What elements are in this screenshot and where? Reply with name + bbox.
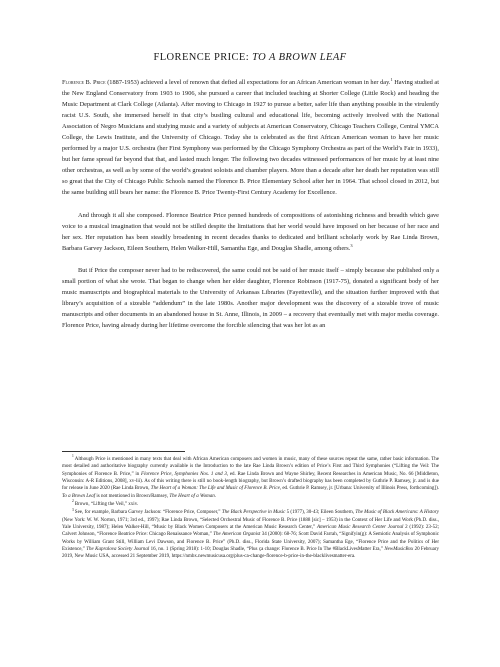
footnote-3-text-g: 20 February 2019, New Music USA, accessed 21 September 2019, bbox=[62, 547, 439, 560]
footnote-1-italic-c: To a Brown Leaf bbox=[62, 493, 96, 499]
footnote-3-text-f: 16, no. 1 (Spring 2018): 1-10; Douglas Shadle, “Plus ça change: Florence B. Price In The #BlackLivesMatter Era,” bbox=[149, 547, 385, 553]
footnote-3-number: 3 bbox=[72, 507, 74, 512]
footnote-3-text-b: 5 (1977), 30-43; Eileen Southern, bbox=[285, 510, 356, 516]
title-author: FLORENCE PRICE: bbox=[153, 52, 250, 63]
footnote-1-number: 1 bbox=[72, 454, 74, 459]
paragraph-3 bbox=[62, 265, 439, 331]
footnote-1-text-a: Although Price is mentioned in many texts that deal with African American composers and women in music, many of these sources repeat the same, rather basic information. The most detailed and authoritative biography currently available is the Introduction to the late Rae Linda Brown’s edition of Price’s First and Third Symphonies (“Lifting the Veil: The Symphonies of Florence B. Price,” in bbox=[62, 457, 439, 477]
footnote-3-italic-d: The American Organist bbox=[213, 532, 261, 538]
paragraph-1-lead: Florence B. Price bbox=[62, 79, 106, 86]
footnote-divider bbox=[62, 451, 185, 452]
paragraph-3-text: But if Price the composer never had to be rediscovered, the same could not be said of her music itself – simply because she published only a small portion of what she wrote. That began to change when her elder daughter, Florence Robinson (1917-75), donated a significant body of her music manuscripts and biographical materials to the University of Arkansas Libraries (Fayetteville), and the situation further improved with that library’s acquisition of a sizeable “addendum” in the late 1980s. Another major development was the discovery of a sizeable trove of music manuscripts and other documents in an abandoned house in St. Anne, Illinois, in 2009 – a recovery that eventually met with major media coverage. Florence Price, having already during her lifetime overcome the forcible silencing that was her lot as an bbox=[62, 266, 439, 329]
footnote-3-text-d: 2 (1992): 23-52; Calvert Johnson, “Florence Beatrice Price: Chicago Renaissance Woman,” bbox=[62, 525, 439, 538]
footnote-3-italic-e: The Kapralova Society Journal bbox=[86, 547, 150, 553]
footnote-3-text-a: See, for example, Barbara Garvey Jackson: “Florence Price, Composer,” bbox=[74, 510, 222, 516]
footnote-3-text-e: 34 (2000): 68-76; Scott David Farrah, “Signifyin(g): A Semiotic Analysis of Symphonic Works by William Grant Still, William Levi Dawson, and Florence B. Price” (Ph.D. diss., Florida State University, 2007); Samantha Ege, “Florence Price and the Politics of Her Existence,” bbox=[62, 532, 440, 553]
footnote-3-italic-f: NewMusicBox bbox=[384, 547, 414, 553]
footnote-ref-3: 3 bbox=[350, 242, 353, 248]
footnote-1-text-b: , ed. Rae Linda Brown and Wayne Shirley, Recent Researches in American Music, No. 66 [Middleton, Wisconsin: A-R Editions, 2008], xv-lii). As of this writing there is still no book-length biography, but Brown’s drafted biography has been completed by Guthrie P. Ramsey, jr. and is due for release in June 2020 (Rae Linda Brown, bbox=[62, 471, 440, 492]
paragraph-1-text-a: (1887-1953) achieved a level of renown that defied all expectations for an African American woman in her day. bbox=[105, 79, 391, 86]
paragraph-1-text-b: Having studied at the New England Conservatory from 1903 to 1906, she pursued a career that included teaching at Shorter College (Little Rock) and heading the Music Department at Clark College (Atlanta). After moving to Chicago in 1927 to pursue a better, safer life than anything possible in the virulently racist U.S. South, she immersed herself in that city’s bustling cultural and educational life, becoming actively involved with the National Association of Negro Musicians and studying music and a variety of subjects at American Conservatory, Chicago Teachers College, Central YMCA College, the Lewis Institute, and the University of Chicago. Today she is celebrated as the first African American woman to have her music performed by a major U.S. orchestra (her First Symphony was performed by the Chicago Symphony Orchestra as part of the World’s Fair in 1933), but her fame spread far beyond that that, and lasted much longer. The following two decades witnessed performances of her music by at least nine other orchestras, as well as by some of the world’s greatest soloists and chamber players. More than a decade after her death her reputation was still so great that the City of Chicago Public Schools named the Florence B. Price Elementary School after her in 1964. That school closed in 2012, but the same building still bears her name: the Florence B. Price Twenty-First Century Academy for Excellence. bbox=[62, 79, 439, 197]
footnote-3-italic-c: American Music Research Center Journal bbox=[317, 525, 404, 531]
footnote-1-text-c: , ed. Guthrie P. Ramsey, jr. [Urbana: University of Illinois Press, forthcoming]). bbox=[279, 486, 439, 492]
footnote-1-text-e: . bbox=[214, 493, 217, 499]
footnote-3-text-c: (New York: W. W. Norton, 1971; 3rd ed., 1997); Rae Linda Brown, “Selected Orchestral Music of Florence B. Price (1888 [sic] – 1953) in the Context of Her Life and Work (Ph.D. diss., Yale University, 1987); Helen Walker-Hill, “Music by Black Women Composers at the American Music Research Center,” bbox=[62, 517, 439, 531]
title-work: TO A BROWN LEAF bbox=[252, 52, 347, 63]
footnote-1-italic-a: Florence Price, Symphonies Nos. 1 and 3 bbox=[141, 471, 227, 477]
footnote-1-italic-d: The Heart of a Woman bbox=[169, 493, 215, 499]
footnote-3 bbox=[62, 509, 439, 560]
paragraph-1 bbox=[62, 77, 439, 199]
footnote-3-italic-a: The Black Perspective in Music bbox=[221, 510, 286, 516]
footnote-2 bbox=[62, 501, 439, 508]
body-text bbox=[62, 77, 439, 331]
footnote-1-italic-b: The Heart of a Woman: The Life and Music of Florence B. Price bbox=[150, 486, 280, 492]
footnote-ref-1: 1 bbox=[390, 76, 393, 82]
footnote-1-text-d: is not mentioned in Brown/Ramsey, bbox=[95, 493, 170, 499]
footnotes bbox=[62, 456, 439, 561]
footnote-3-text-h: . bbox=[354, 554, 356, 560]
footnote-1 bbox=[62, 456, 439, 500]
footnote-2-text: Brown, “Lifting the Veil,” xxiv. bbox=[74, 502, 139, 508]
paragraph-2 bbox=[62, 210, 439, 254]
paragraph-2-text: And through it all she composed. Florence Beatrice Price penned hundreds of compositions of astonishing richness and breadth which gave voice to a musical imagination that would not be stilled despite the limitations that her world would have imposed on her because of her race and her sex. Her reputation has been steadily broadening in recent decades thanks to dedicated and brilliant scholarly work by Rae Linda Brown, Barbara Garvey Jackson, Eileen Southern, Helen Walker-Hill, Samantha Ege, and Douglas Shadle, among others. bbox=[62, 211, 439, 252]
footnote-3-italic-b: The Music of Black Americans: A History bbox=[355, 510, 439, 516]
footnote-3-link[interactable]: https://nmbx.newmusicusa.org/plus-ca-change-florence-b-price-in-the-blacklivesmatter-era bbox=[171, 554, 355, 560]
page-title bbox=[0, 52, 500, 63]
footnote-2-number: 2 bbox=[72, 499, 74, 504]
